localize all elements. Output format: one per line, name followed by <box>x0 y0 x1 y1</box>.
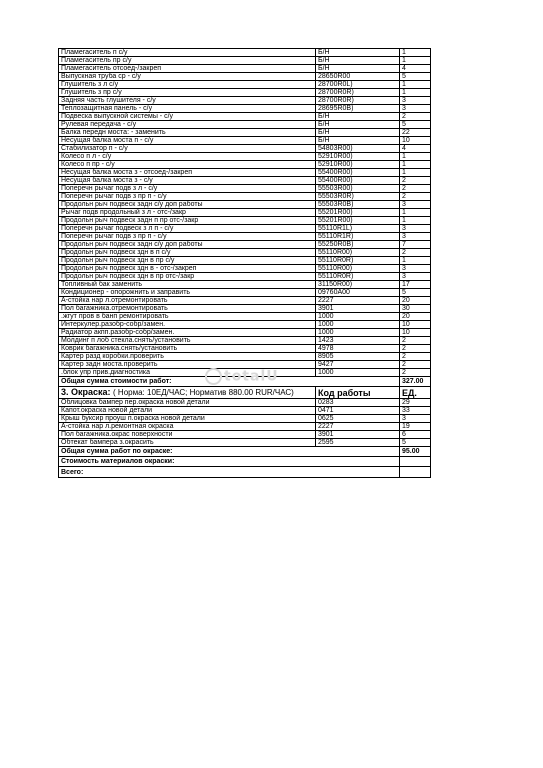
row-code: 52910R00) <box>316 161 400 169</box>
row-qty: 1 <box>400 217 431 225</box>
row-qty: 10 <box>400 321 431 329</box>
row-qty: 5 <box>400 73 431 81</box>
row-code: 55201R00) <box>316 209 400 217</box>
row-qty: 17 <box>400 281 431 289</box>
row-name: Капот.окраска новой детали <box>59 407 316 415</box>
row-qty: 2 <box>400 185 431 193</box>
watermark-text: totalU <box>224 368 279 385</box>
row-qty: 1 <box>400 57 431 65</box>
row-code: Б/Н <box>316 113 400 121</box>
row-qty: 5 <box>400 439 431 447</box>
table-row <box>59 353 431 361</box>
row-qty: 7 <box>400 241 431 249</box>
table-row <box>59 57 431 65</box>
row-code: Б/Н <box>316 121 400 129</box>
row-code: 54803R00) <box>316 145 400 153</box>
row-code: 0625 <box>316 415 400 423</box>
table-row <box>59 97 431 105</box>
table-row <box>59 233 431 241</box>
row-name: Обтекат бампера з.окрасить <box>59 439 316 447</box>
row-qty: 20 <box>400 313 431 321</box>
row-name: Картер разд коробки.проверить <box>59 353 316 361</box>
table-row <box>59 321 431 329</box>
row-name: Поперечн рычаг подв з пр п - с/у <box>59 233 316 241</box>
section3-title-cell <box>59 387 316 399</box>
table-row <box>59 193 431 201</box>
table-row <box>59 345 431 353</box>
total-paint-row <box>59 447 431 457</box>
table-row <box>59 73 431 81</box>
row-name: Несущая балка моста з - отсоед-/закреп <box>59 169 316 177</box>
row-qty: 29 <box>400 399 431 407</box>
table-row <box>59 257 431 265</box>
grand-total-label: Всего: <box>59 467 400 478</box>
row-code: 09760A00 <box>316 289 400 297</box>
row-qty: 4 <box>400 145 431 153</box>
row-name: Поперечн рычаг подв з л - с/у <box>59 185 316 193</box>
row-code: 2595 <box>316 439 400 447</box>
table-row <box>59 407 431 415</box>
row-name: Пламегаситель отсоед-/закреп <box>59 65 316 73</box>
row-code: 1000 <box>316 321 400 329</box>
table-row <box>59 273 431 281</box>
row-name: Колесо п л - с/у <box>59 153 316 161</box>
row-code: 3901 <box>316 305 400 313</box>
row-name: А-стойка нар л.ремонтная окраска <box>59 423 316 431</box>
row-name: Пол багажника.окрас поверхности <box>59 431 316 439</box>
table-row <box>59 337 431 345</box>
code-header: Код работы <box>316 387 400 399</box>
grand-total-value <box>400 467 431 478</box>
row-code: 55110R0R) <box>316 273 400 281</box>
table-row <box>59 105 431 113</box>
row-code: 9427 <box>316 361 400 369</box>
row-code: 55250R0B) <box>316 241 400 249</box>
row-name: Продольн рыч подвеск здн в - отс-/закреп <box>59 265 316 273</box>
table-row <box>59 145 431 153</box>
row-qty: 10 <box>400 137 431 145</box>
table-row <box>59 129 431 137</box>
row-qty: 2 <box>400 345 431 353</box>
row-qty: 2 <box>400 369 431 377</box>
row-code: 55503R0R) <box>316 193 400 201</box>
table-row <box>59 169 431 177</box>
row-code: 8905 <box>316 353 400 361</box>
row-code: 28700R0R) <box>316 97 400 105</box>
total-paint-value: 95.00 <box>400 447 431 457</box>
table-row <box>59 399 431 407</box>
row-name: Картер задн моста.проверить <box>59 361 316 369</box>
row-qty: 1 <box>400 161 431 169</box>
row-qty: 3 <box>400 273 431 281</box>
row-qty: 4 <box>400 65 431 73</box>
row-name: Несущая балка моста п - с/у <box>59 137 316 145</box>
row-name: Продольн рыч подвеск задн п пр отс-/закр <box>59 217 316 225</box>
row-name: Топливный бак заменить <box>59 281 316 289</box>
row-qty: 3 <box>400 201 431 209</box>
row-qty: 3 <box>400 105 431 113</box>
row-code: 0283 <box>316 399 400 407</box>
row-name: Рычаг подв продольный з л - отс-/закр <box>59 209 316 217</box>
row-name: Молдинг п лоб стекла.снять/установить <box>59 337 316 345</box>
qty-header: ЕД. <box>400 387 431 399</box>
table-row <box>59 241 431 249</box>
row-qty: 6 <box>400 431 431 439</box>
row-name: Теплозащитная панель - с/у <box>59 105 316 113</box>
table-row <box>59 121 431 129</box>
table-row <box>59 281 431 289</box>
table-row <box>59 49 431 57</box>
row-code: 55110R1R) <box>316 233 400 241</box>
table-row <box>59 185 431 193</box>
row-qty: 5 <box>400 121 431 129</box>
table-row <box>59 265 431 273</box>
row-qty: 1 <box>400 169 431 177</box>
row-code: 2227 <box>316 297 400 305</box>
watermark-logo <box>205 368 279 385</box>
table-row <box>59 89 431 97</box>
row-name: Коврик багажника.снять/установить <box>59 345 316 353</box>
row-qty: 33 <box>400 407 431 415</box>
table-row <box>59 423 431 431</box>
row-qty: 2 <box>400 353 431 361</box>
row-code: Б/Н <box>316 49 400 57</box>
row-qty: 1 <box>400 49 431 57</box>
row-code: 1423 <box>316 337 400 345</box>
table-row <box>59 297 431 305</box>
row-qty: 1 <box>400 81 431 89</box>
row-code: 1000 <box>316 313 400 321</box>
row-code: 3901 <box>316 431 400 439</box>
row-qty: 2 <box>400 113 431 121</box>
row-name: А-стойка нар л.отремонтировать <box>59 297 316 305</box>
table-row <box>59 209 431 217</box>
total-work-label: Общая сумма стоимости работ: <box>59 377 400 387</box>
row-qty: 5 <box>400 289 431 297</box>
row-name: Крыш буксир проуш п.окраска новой детали <box>59 415 316 423</box>
row-qty: 30 <box>400 305 431 313</box>
material-cost-row <box>59 457 431 467</box>
row-name: Глушитель з л с/у <box>59 81 316 89</box>
row-qty: 1 <box>400 257 431 265</box>
row-code: 31150R00) <box>316 281 400 289</box>
row-name: Поперечн рычаг подвеск з л п - с/у <box>59 225 316 233</box>
row-name: Продольн рыч подвеск здн в пр с/у <box>59 257 316 265</box>
row-code: 55110R0R) <box>316 257 400 265</box>
table-row <box>59 177 431 185</box>
row-name: Колесо п пр - с/у <box>59 161 316 169</box>
row-code: Б/Н <box>316 129 400 137</box>
row-code: 1000 <box>316 329 400 337</box>
row-qty: 2 <box>400 193 431 201</box>
table-row <box>59 161 431 169</box>
row-name: Балка передн моста: - заменить <box>59 129 316 137</box>
row-code: 55110R00) <box>316 265 400 273</box>
row-qty: 19 <box>400 423 431 431</box>
row-name: Пол багажника.отремонтировать <box>59 305 316 313</box>
row-code: 28700R0L) <box>316 81 400 89</box>
row-code: 28650R00 <box>316 73 400 81</box>
row-qty: 1 <box>400 153 431 161</box>
row-name: Пламегаситель п с/у <box>59 49 316 57</box>
row-name: Поперечн рычаг подв з пр п - с/у <box>59 193 316 201</box>
row-name: Интеркулер.разобр-собр/замен. <box>59 321 316 329</box>
row-qty: 2 <box>400 337 431 345</box>
row-code: 55400R00) <box>316 169 400 177</box>
row-name: Продольн рыч подвеск здн в п с/у <box>59 249 316 257</box>
row-name: Облицовка бампер пер.окраска новой детали <box>59 399 316 407</box>
row-name: Стабилизатор п - с/у <box>59 145 316 153</box>
row-code: 28700R0R) <box>316 89 400 97</box>
table-row <box>59 249 431 257</box>
row-code: 55110R00) <box>316 249 400 257</box>
material-cost-label: Стоимость материалов окраски: <box>59 457 400 467</box>
total-paint-label: Общая сумма работ по окраске: <box>59 447 400 457</box>
row-name: Глушитель з пр с/у <box>59 89 316 97</box>
table-row <box>59 137 431 145</box>
row-qty: 1 <box>400 89 431 97</box>
row-code: Б/Н <box>316 57 400 65</box>
row-code: 1000 <box>316 369 400 377</box>
row-code: 4978 <box>316 345 400 353</box>
row-code: Б/Н <box>316 137 400 145</box>
table-row <box>59 439 431 447</box>
table-row <box>59 201 431 209</box>
row-qty: 20 <box>400 297 431 305</box>
row-code: Б/Н <box>316 65 400 73</box>
work-table <box>58 48 431 478</box>
row-qty: 2 <box>400 177 431 185</box>
row-code: 0471 <box>316 407 400 415</box>
row-name: Выпускная труба ср - с/у <box>59 73 316 81</box>
table-row <box>59 289 431 297</box>
section3-subtitle: ( Норма: 10ЕД/ЧАС; Норматив 880.00 RUR/ЧАС) <box>113 388 294 397</box>
section3-title: 3. Окраска: <box>61 387 111 397</box>
material-cost-value <box>400 457 431 467</box>
row-qty: 3 <box>400 97 431 105</box>
watermark-circle-icon <box>205 368 222 385</box>
row-code: 2227 <box>316 423 400 431</box>
row-qty: 2 <box>400 361 431 369</box>
row-qty: 3 <box>400 225 431 233</box>
table-row <box>59 305 431 313</box>
table-row <box>59 217 431 225</box>
table-row <box>59 415 431 423</box>
work-rows <box>59 49 431 377</box>
row-qty: 22 <box>400 129 431 137</box>
paint-rows <box>59 399 431 447</box>
row-qty: 10 <box>400 329 431 337</box>
table-row <box>59 81 431 89</box>
row-qty: 1 <box>400 209 431 217</box>
row-qty: 3 <box>400 415 431 423</box>
table-row <box>59 113 431 121</box>
row-name: .жгут пров в банп ремонтировать <box>59 313 316 321</box>
row-name: Рулевая передача - с/у <box>59 121 316 129</box>
row-name: Несущая балка моста з - с/у <box>59 177 316 185</box>
row-code: 28695R0B) <box>316 105 400 113</box>
grand-total-row <box>59 467 431 478</box>
row-code: 55201R00) <box>316 217 400 225</box>
table-row <box>59 225 431 233</box>
row-name: Подвеска выпускной системы - с/у <box>59 113 316 121</box>
row-name: Продольн рыч подвеск задн с/у доп работы <box>59 201 316 209</box>
row-code: 52910R00) <box>316 153 400 161</box>
table-row <box>59 153 431 161</box>
row-code: 55503R00) <box>316 185 400 193</box>
row-qty: 2 <box>400 249 431 257</box>
row-name: Радиатор акпп.разобр-собр/замен. <box>59 329 316 337</box>
row-code: 55110R1L) <box>316 225 400 233</box>
row-code: 55400R00) <box>316 177 400 185</box>
table-row <box>59 329 431 337</box>
row-code: 55503R0B) <box>316 201 400 209</box>
row-name: Кондиционер - опорожнить и заправить <box>59 289 316 297</box>
row-name: Задняя часть глушителя - с/у <box>59 97 316 105</box>
row-qty: 3 <box>400 233 431 241</box>
table-row <box>59 431 431 439</box>
row-name: .блок упр прив.диагностика <box>59 369 316 377</box>
row-qty: 3 <box>400 265 431 273</box>
row-name: Продольн рыч подвеск задн с/у доп работы <box>59 241 316 249</box>
section3-header-row <box>59 387 431 399</box>
table-row <box>59 313 431 321</box>
row-name: Продольн рыч подвеск здн в пр отс-/закр <box>59 273 316 281</box>
table-row <box>59 65 431 73</box>
total-work-value: 327.00 <box>400 377 431 387</box>
row-name: Пламегаситель пр с/у <box>59 57 316 65</box>
